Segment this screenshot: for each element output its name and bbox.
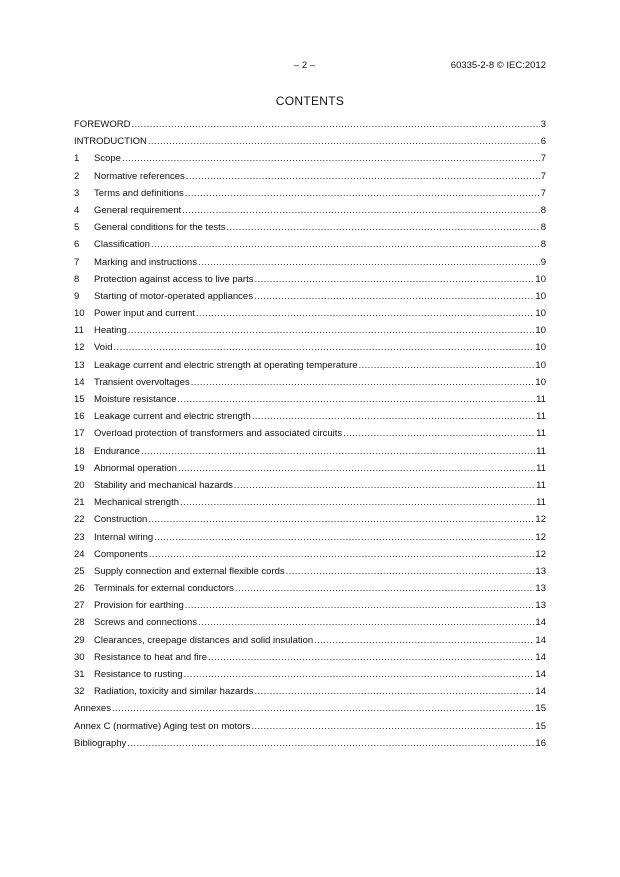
toc-entry-page: 14	[535, 617, 546, 629]
toc-entry-title: Clearances, creepage distances and solid insulation	[94, 634, 314, 646]
toc-entry[interactable]	[74, 305, 546, 322]
toc-entry-page: 6	[540, 136, 546, 148]
toc-entry-title: Scope	[94, 153, 121, 165]
toc-entry-title: Terminals for external conductors	[94, 583, 234, 595]
toc-entry-page: 10	[535, 359, 546, 371]
toc-entry-page: 11	[536, 394, 546, 405]
toc-entry-page: 12	[535, 514, 546, 526]
toc-entry-page: 9	[540, 256, 546, 268]
toc-dot-leader	[128, 322, 535, 339]
toc-entry-page: 7	[540, 153, 546, 165]
toc-entry-number: 3	[74, 187, 80, 199]
toc-entry-number: 7	[74, 256, 80, 268]
toc-entry[interactable]	[74, 357, 546, 374]
toc-entry-number: 2	[74, 170, 80, 182]
toc-dot-leader	[114, 339, 535, 356]
toc-dot-leader	[286, 563, 535, 580]
toc-entry-number: 32	[74, 686, 85, 698]
toc-entry[interactable]	[74, 202, 546, 219]
toc-dot-leader	[177, 391, 535, 408]
toc-dot-leader	[180, 494, 535, 511]
toc-entry-page: 16	[535, 737, 546, 749]
toc-entry-title: Overload protection of transformers and associated circuits	[94, 428, 343, 440]
contents-title: CONTENTS	[275, 94, 345, 108]
toc-entry-number: 15	[74, 394, 85, 405]
toc-entry[interactable]	[74, 494, 546, 511]
toc-entry[interactable]	[74, 683, 546, 700]
toc-entry[interactable]	[74, 219, 546, 236]
toc-entry-number: 17	[74, 428, 85, 440]
page-header	[0, 60, 620, 74]
toc-entry-number: 20	[74, 479, 85, 491]
toc-entry[interactable]	[74, 563, 546, 580]
toc-dot-leader	[191, 374, 535, 391]
toc-entry-number: 22	[74, 514, 85, 526]
toc-dot-leader	[208, 649, 534, 666]
toc-entry-title: Abnormal operation	[94, 462, 177, 474]
toc-entry-number: 26	[74, 583, 85, 595]
toc-dot-leader	[254, 683, 534, 700]
toc-entry[interactable]	[74, 546, 546, 563]
toc-entry-page: 13	[535, 583, 546, 595]
toc-entry-page: 10	[535, 376, 546, 388]
toc-entry[interactable]	[74, 168, 546, 185]
toc-entry-page: 13	[535, 600, 546, 612]
toc-dot-leader	[154, 529, 534, 546]
toc-entry-page: 11	[536, 497, 546, 509]
toc-entry[interactable]	[74, 236, 546, 253]
toc-entry-title: General requirement	[94, 204, 182, 216]
toc-dot-leader	[196, 305, 535, 322]
toc-dot-leader	[254, 271, 534, 288]
toc-dot-leader	[227, 219, 540, 236]
toc-entry-page: 12	[535, 531, 546, 543]
toc-entry-number: 30	[74, 651, 85, 663]
toc-entry-page: 7	[540, 187, 546, 199]
toc-entry-page: 7	[540, 170, 546, 182]
toc-entry[interactable]	[74, 116, 546, 133]
toc-entry[interactable]	[74, 150, 546, 167]
toc-entry-title: Terms and definitions	[94, 187, 184, 199]
toc-entry[interactable]	[74, 632, 546, 649]
toc-entry-number: 25	[74, 565, 85, 577]
toc-entry-title: Construction	[94, 514, 148, 526]
toc-dot-leader	[186, 168, 540, 185]
toc-entry-title: Classification	[94, 239, 150, 251]
toc-entry[interactable]	[74, 185, 546, 202]
toc-entry-number: 8	[74, 273, 80, 285]
toc-entry-title: Screws and connections	[94, 617, 197, 629]
toc-entry-page: 15	[535, 703, 546, 715]
toc-entry-title: Leakage current and electric strength	[94, 411, 251, 423]
toc-dot-leader	[252, 408, 535, 425]
toc-entry[interactable]	[74, 254, 546, 271]
toc-entry-page: 11	[536, 428, 546, 440]
toc-entry-page: 10	[535, 308, 546, 320]
toc-entry-title: Radiation, toxicity and similar hazards	[94, 686, 254, 698]
toc-dot-leader	[178, 460, 535, 477]
toc-entry-number: 11	[74, 325, 84, 337]
toc-entry-title: FOREWORD	[74, 119, 131, 130]
toc-dot-leader	[127, 735, 534, 752]
toc-entry[interactable]	[74, 425, 546, 442]
toc-entry-page: 10	[535, 290, 546, 302]
toc-entry[interactable]	[74, 529, 546, 546]
toc-entry-title: Annex C (normative) Aging test on motors	[74, 720, 251, 732]
toc-entry-page: 11	[536, 479, 546, 491]
toc-entry-title: Stability and mechanical hazards	[94, 479, 233, 491]
toc-entry-page: 10	[535, 273, 546, 285]
toc-dot-leader	[359, 357, 535, 374]
toc-entry-title: Marking and instructions	[94, 256, 197, 268]
toc-entry[interactable]	[74, 271, 546, 288]
toc-entry[interactable]	[74, 391, 546, 408]
toc-entry-number: 6	[74, 239, 80, 251]
toc-entry-number: 16	[74, 411, 85, 423]
toc-entry-page: 8	[540, 239, 546, 251]
toc-entry-page: 15	[535, 720, 546, 732]
toc-entry-title: General conditions for the tests	[94, 222, 226, 234]
toc-dot-leader	[185, 185, 540, 202]
toc-entry-number: 5	[74, 222, 80, 234]
toc-entry-title: Resistance to rusting	[94, 669, 183, 680]
toc-entry-title: Internal wiring	[94, 531, 154, 543]
toc-entry-number: 19	[74, 462, 85, 474]
toc-entry-title: Provision for earthing	[94, 600, 184, 612]
document-id: 60335-2-8 © IEC:2012	[450, 60, 546, 71]
toc-entry[interactable]	[74, 735, 546, 752]
toc-entry[interactable]	[74, 649, 546, 666]
toc-entry[interactable]	[74, 580, 546, 597]
toc-entry-number: 4	[74, 204, 80, 216]
toc-entry-number: 12	[74, 342, 85, 354]
toc-dot-leader	[112, 700, 534, 717]
page-number: – 2 –	[294, 60, 316, 71]
toc-entry-page: 14	[535, 686, 546, 698]
toc-entry[interactable]	[74, 443, 546, 460]
toc-entry-title: Starting of motor-operated appliances	[94, 290, 253, 302]
toc-entry-number: 31	[74, 669, 85, 680]
toc-dot-leader	[198, 254, 540, 271]
toc-entry-title: Void	[94, 342, 113, 354]
toc-dot-leader	[184, 666, 535, 683]
toc-dot-leader	[149, 546, 535, 563]
toc-dot-leader	[314, 632, 534, 649]
toc-entry[interactable]	[74, 718, 546, 735]
toc-entry-number: 18	[74, 445, 85, 457]
table-of-contents	[74, 116, 546, 752]
toc-entry-title: Endurance	[94, 445, 140, 457]
toc-dot-leader	[182, 202, 540, 219]
toc-dot-leader	[254, 288, 534, 305]
toc-entry[interactable]	[74, 339, 546, 356]
toc-dot-leader	[131, 116, 539, 133]
toc-entry[interactable]	[74, 614, 546, 631]
toc-entry-page: 11	[536, 445, 546, 457]
toc-entry-page: 10	[535, 342, 546, 354]
toc-entry-title: INTRODUCTION	[74, 136, 147, 148]
toc-dot-leader	[148, 511, 534, 528]
toc-entry-number: 27	[74, 600, 85, 612]
toc-entry[interactable]	[74, 288, 546, 305]
toc-entry-page: 10	[535, 325, 546, 337]
toc-entry[interactable]	[74, 700, 546, 717]
toc-entry[interactable]	[74, 477, 546, 494]
toc-dot-leader	[151, 236, 540, 253]
toc-entry-number: 13	[74, 359, 85, 371]
toc-entry-title: Resistance to heat and fire	[94, 651, 208, 663]
toc-dot-leader	[198, 614, 534, 631]
toc-dot-leader	[234, 477, 535, 494]
toc-entry[interactable]	[74, 666, 546, 683]
toc-entry[interactable]	[74, 133, 546, 150]
toc-dot-leader	[148, 133, 540, 150]
toc-entry-number: 9	[74, 290, 80, 302]
toc-entry-page: 14	[535, 634, 546, 646]
toc-entry-number: 24	[74, 548, 85, 560]
toc-dot-leader	[251, 718, 534, 735]
toc-entry-title: Power input and current	[94, 308, 195, 320]
toc-dot-leader	[122, 150, 540, 167]
toc-entry-title: Supply connection and external flexible cords	[94, 565, 285, 577]
toc-entry-title: Normative references	[94, 170, 185, 182]
toc-entry-number: 29	[74, 634, 85, 646]
toc-entry-number: 14	[74, 376, 85, 388]
toc-dot-leader	[343, 425, 535, 442]
toc-entry-number: 21	[74, 497, 85, 509]
toc-entry-title: Bibliography	[74, 737, 127, 749]
toc-entry-title: Leakage current and electric strength at operating temperature	[94, 359, 358, 371]
toc-entry-title: Components	[94, 548, 148, 560]
toc-entry-page: 11	[536, 411, 546, 423]
toc-entry-number: 1	[74, 153, 80, 165]
toc-entry-number: 23	[74, 531, 85, 543]
toc-dot-leader	[141, 443, 535, 460]
toc-entry-page: 14	[535, 669, 546, 680]
toc-entry-title: Moisture resistance	[94, 394, 177, 405]
toc-entry-title: Annexes	[74, 703, 111, 715]
toc-entry-page: 12	[535, 548, 546, 560]
toc-entry-page: 13	[535, 565, 546, 577]
toc-entry-page: 11	[536, 462, 546, 474]
toc-entry-page: 3	[540, 119, 546, 130]
toc-entry-page: 8	[540, 204, 546, 216]
toc-entry-title: Mechanical strength	[94, 497, 180, 509]
toc-entry-page: 8	[540, 222, 546, 234]
toc-entry-number: 10	[74, 308, 85, 320]
toc-entry[interactable]	[74, 460, 546, 477]
toc-entry-title: Heating	[94, 325, 127, 337]
toc-entry[interactable]	[74, 322, 546, 339]
toc-entry[interactable]	[74, 511, 546, 528]
toc-dot-leader	[185, 597, 535, 614]
toc-dot-leader	[235, 580, 535, 597]
toc-entry[interactable]	[74, 374, 546, 391]
toc-entry-title: Transient overvoltages	[94, 376, 190, 388]
toc-entry-title: Protection against access to live parts	[94, 273, 254, 285]
toc-entry-number: 28	[74, 617, 85, 629]
toc-entry-page: 14	[535, 651, 546, 663]
toc-entry[interactable]	[74, 597, 546, 614]
toc-entry[interactable]	[74, 408, 546, 425]
